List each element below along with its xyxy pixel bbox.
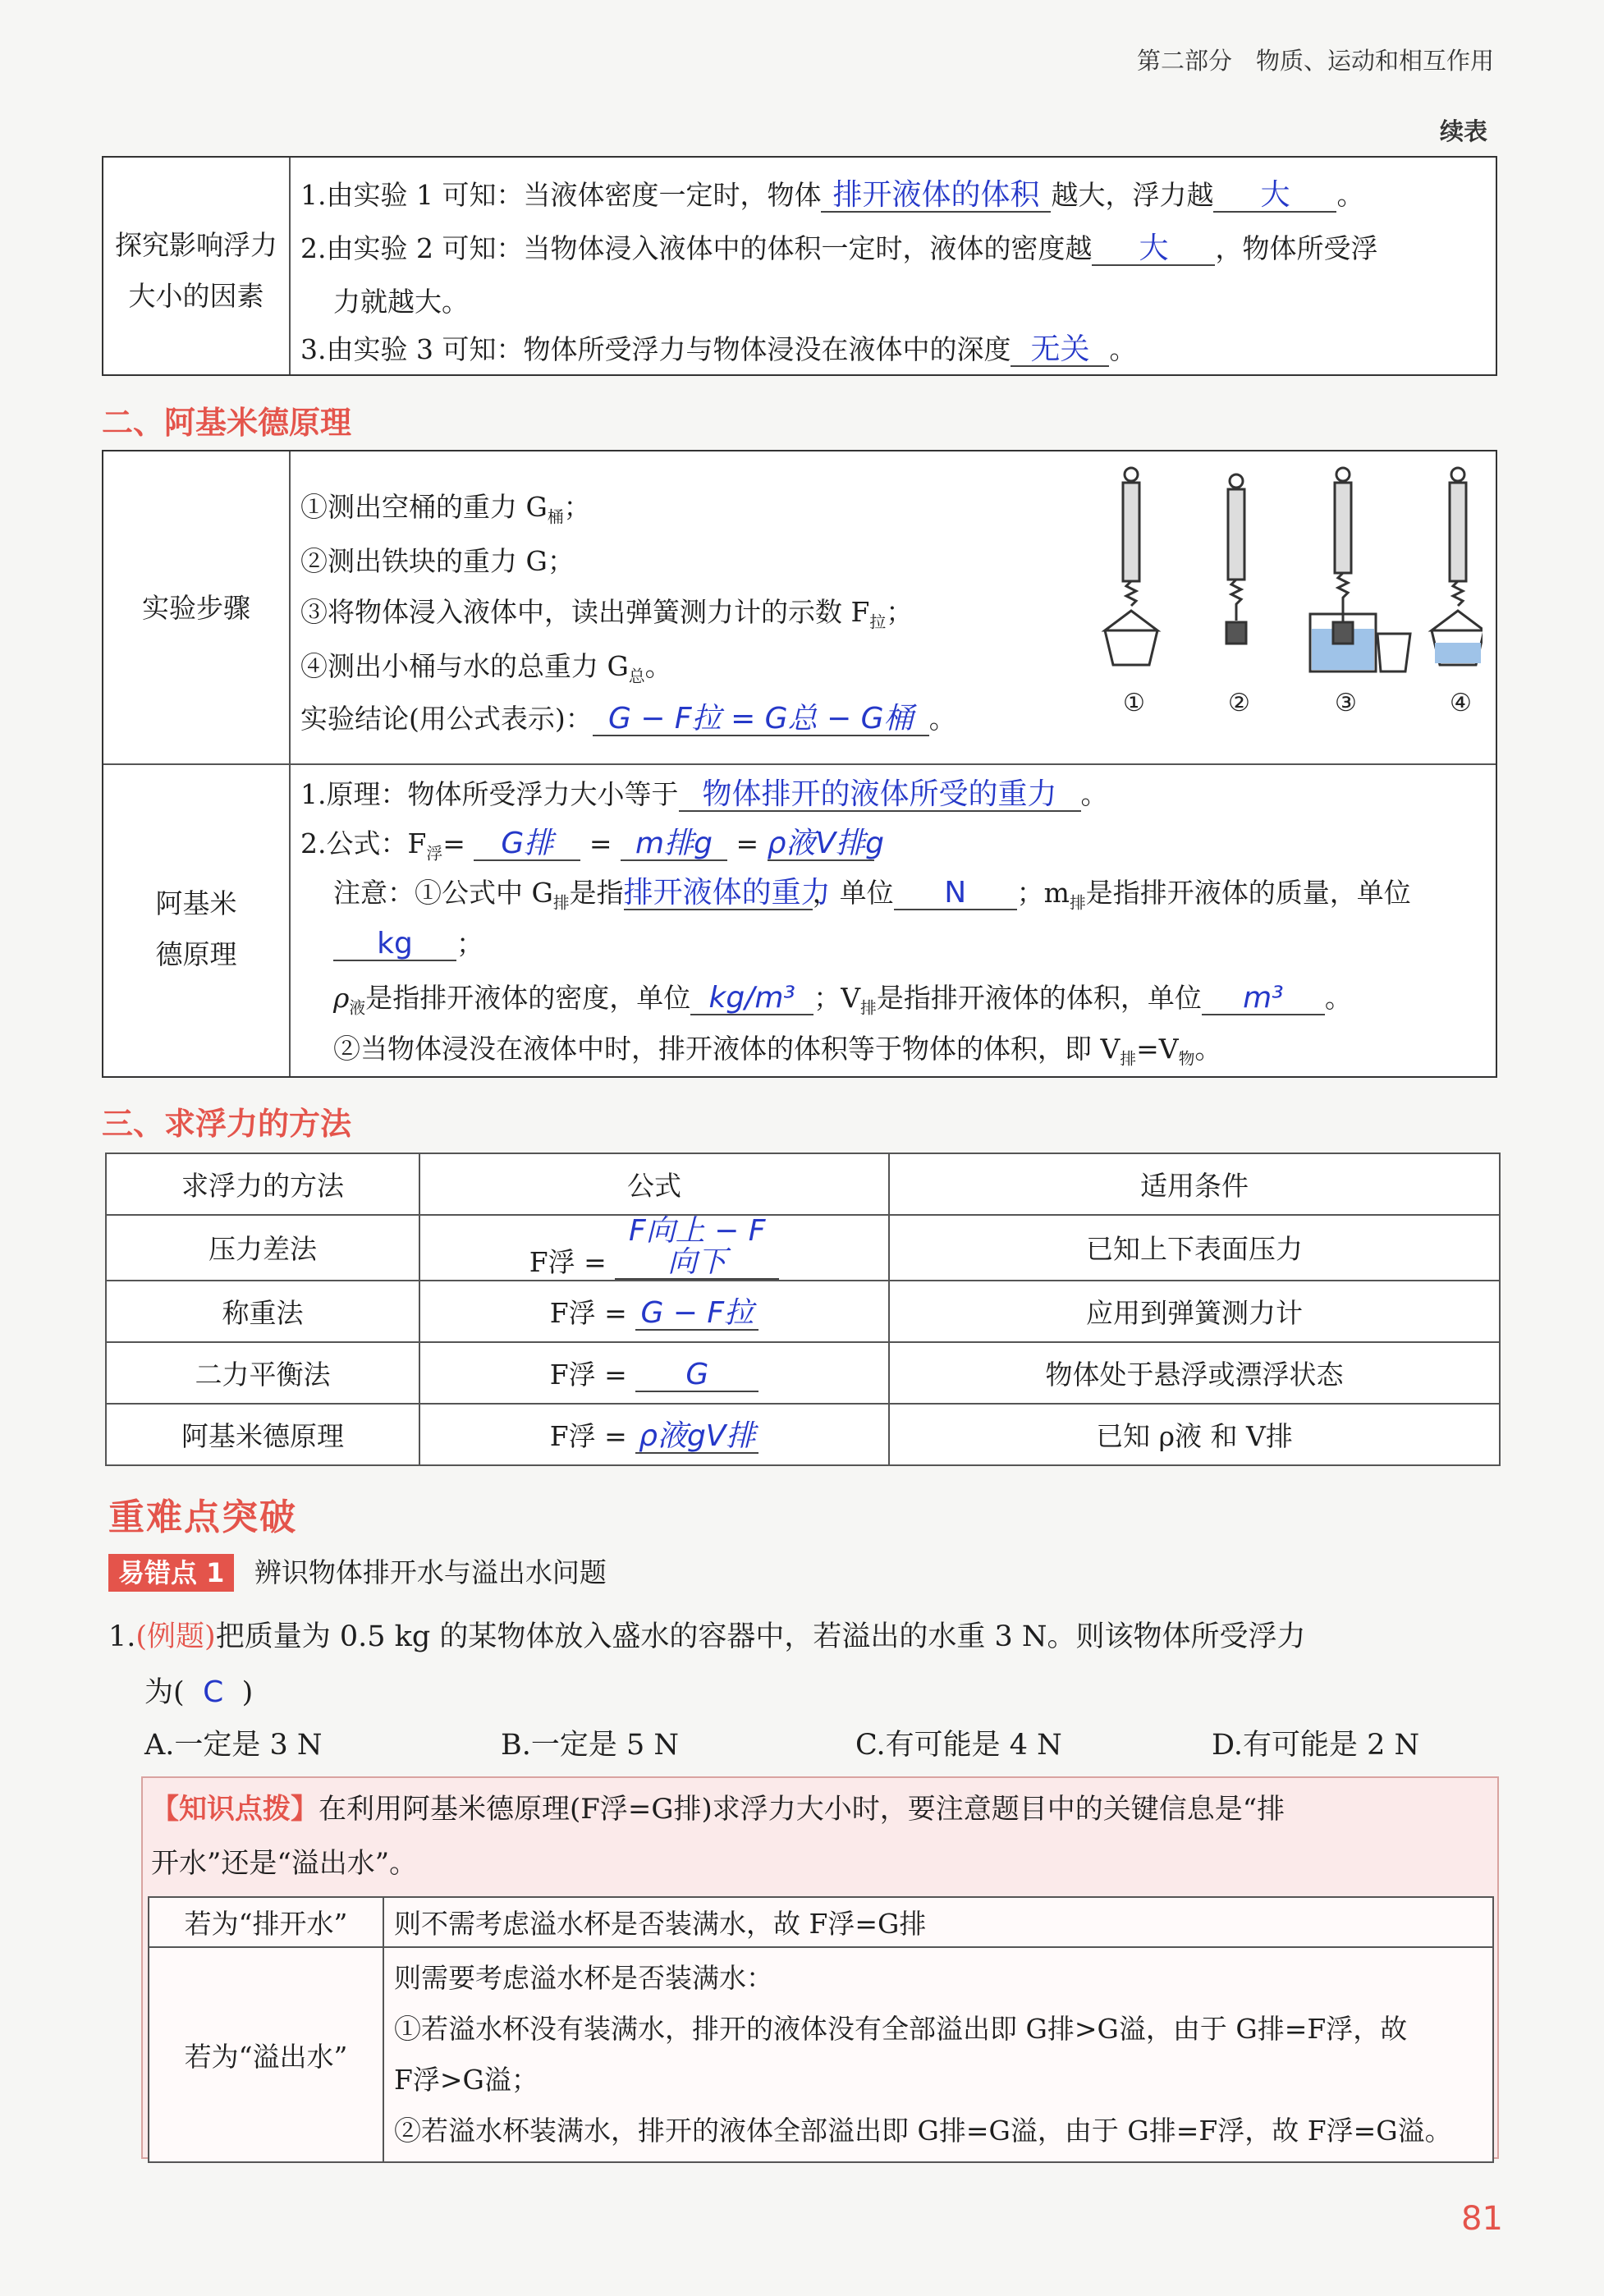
fig-label-3: ③: [1335, 689, 1357, 717]
explore-line2: 2.由实验 2 可知：当物体浸入液体中的体积一定时，液体的密度越 大 ，物体所受浮: [300, 231, 1378, 265]
note3-line: ②当物体浸没在液体中时，排开液体的体积等于物体的体积，即 $V_排=V_物$。: [333, 1033, 1222, 1069]
error-point-tag: 易错点 1: [108, 1554, 234, 1592]
method-condition: 应用到弹簧测力计: [889, 1281, 1500, 1342]
fig-label-4: ④: [1450, 689, 1472, 717]
method-condition: 已知上下表面压力: [889, 1215, 1500, 1281]
tip-cell-case2: 若为“溢出水”: [149, 1947, 383, 2162]
method-condition: 物体处于悬浮或漂浮状态: [889, 1342, 1500, 1404]
note2-line: $\rho_液$是指排开液体的密度，单位 kg/m³ ；$V_排$是指排开液体的体积，单位 m³ 。: [333, 981, 1352, 1018]
question-1-answer-line: 为( C ): [144, 1675, 254, 1709]
fig-label-1: ①: [1123, 689, 1145, 717]
table-row: [106, 1342, 1500, 1404]
knowledge-tip-box: [141, 1776, 1499, 2159]
tip-line-1: 【知识点拨】在利用阿基米德原理(F浮=G排)求浮力大小时，要注意题目中的关键信息是“排: [151, 1793, 1285, 1826]
note1-line: 注意：①公式中 $G_排$是指排开液体的重力，单位 N ；$m_排$是指排开液体的质量，单位: [333, 876, 1411, 913]
explore-label: 探究影响浮力 大小的因素: [115, 229, 277, 312]
step-1: ①测出空桶的重力 $G_桶$；: [300, 491, 591, 527]
method-name: 二力平衡法: [106, 1342, 419, 1404]
archimedes-table: [102, 450, 1497, 1078]
header-part: 第二部分 物质、运动和相互作用: [1137, 47, 1495, 75]
table-row: [149, 1897, 1493, 1947]
explore-line3: 3.由实验 3 可知：物体所受浮力与物体浸没在液体中的深度 无关 。: [300, 332, 1137, 366]
table-row: [106, 1404, 1500, 1465]
step-3: ③将物体浸入液体中，读出弹簧测力计的示数 $F_拉$；: [300, 596, 914, 632]
method-formula: F浮 = G − F拉: [419, 1281, 889, 1342]
method-formula: F浮 = ρ液gV排: [419, 1404, 889, 1465]
method-formula: F浮 = F向上 − F向下: [419, 1215, 889, 1281]
methods-table: [105, 1153, 1501, 1466]
methods-header-method: 求浮力的方法: [106, 1153, 419, 1215]
table-row: [106, 1215, 1500, 1281]
tip-cell-rule1: 则不需考虑溢水杯是否装满水，故 F浮=G排: [383, 1897, 1493, 1947]
option-d: D.有可能是 2 N: [1212, 1729, 1420, 1762]
methods-header-condition: 适用条件: [889, 1153, 1500, 1215]
section-archimedes-title: 二、阿基米德原理: [102, 405, 352, 441]
table-row: [106, 1281, 1500, 1342]
option-c: C.有可能是 4 N: [855, 1729, 1062, 1762]
method-name: 称重法: [106, 1281, 419, 1342]
formula-line: 2.公式：$F_浮= G$排 = m排g = ρ液V排g: [300, 827, 884, 864]
tip-line-2: 开水”还是“溢出水”。: [151, 1847, 418, 1880]
option-b: B.一定是 5 N: [501, 1729, 679, 1762]
hard-points-title: 重难点突破: [108, 1496, 297, 1538]
header-continued: 续表: [1440, 117, 1488, 145]
tip-table: [148, 1896, 1494, 2163]
step-4: ④测出小桶与水的总重力 $G_总$。: [300, 650, 672, 686]
step-2: ②测出铁块的重力 G；: [300, 545, 575, 577]
table-row: [149, 1947, 1493, 2162]
question-1: 1.(例题)把质量为 0.5 kg 的某物体放入盛水的容器中，若溢出的水重 3 N。则该物体所受浮力: [108, 1620, 1306, 1653]
explore-line1: 1.由实验 1 可知：当液体密度一定时，物体 排开液体的体积 越大，浮力越 大 。: [300, 178, 1364, 212]
methods-header-formula: 公式: [419, 1153, 889, 1215]
method-name: 阿基米德原理: [106, 1404, 419, 1465]
tip-cell-rule2: 则需要考虑溢水杯是否装满水： ①若溢水杯没有装满水，排开的液体没有全部溢出即 G排>G溢，由于 G排=F浮，故 F浮>G溢； ②若溢水杯装满水，排开的液体全部溢出即 G排=G溢，由于 G排=F浮，故 F浮=G溢。: [383, 1947, 1493, 2162]
method-formula: F浮 = G: [419, 1342, 889, 1404]
method-name: 压力差法: [106, 1215, 419, 1281]
page-number: 81: [1461, 2200, 1503, 2238]
archimedes-label: 阿基米 德原理: [155, 887, 237, 970]
error-point-heading: 易错点 1 辨识物体排开水与溢出水问题: [108, 1551, 607, 1590]
step-conclusion: 实验结论(用公式表示)： G − F拉 = G总 − G桶 。: [300, 702, 956, 736]
spring-scale-figure: [1072, 458, 1483, 729]
tip-cell-case1: 若为“排开水”: [149, 1897, 383, 1947]
explore-table: [102, 156, 1497, 376]
fig-label-2: ②: [1228, 689, 1250, 717]
method-condition: 已知 ρ液 和 V排: [889, 1404, 1500, 1465]
option-a: A.一定是 3 N: [144, 1729, 323, 1762]
steps-label: 实验步骤: [142, 592, 250, 624]
section-methods-title: 三、求浮力的方法: [102, 1106, 352, 1142]
explore-line2b: 力就越大。: [333, 286, 469, 318]
note1-unit-line: kg ；: [333, 923, 483, 961]
principle-line: 1.原理：物体所受浮力大小等于 物体排开的液体所受的重力 。: [300, 777, 1108, 811]
